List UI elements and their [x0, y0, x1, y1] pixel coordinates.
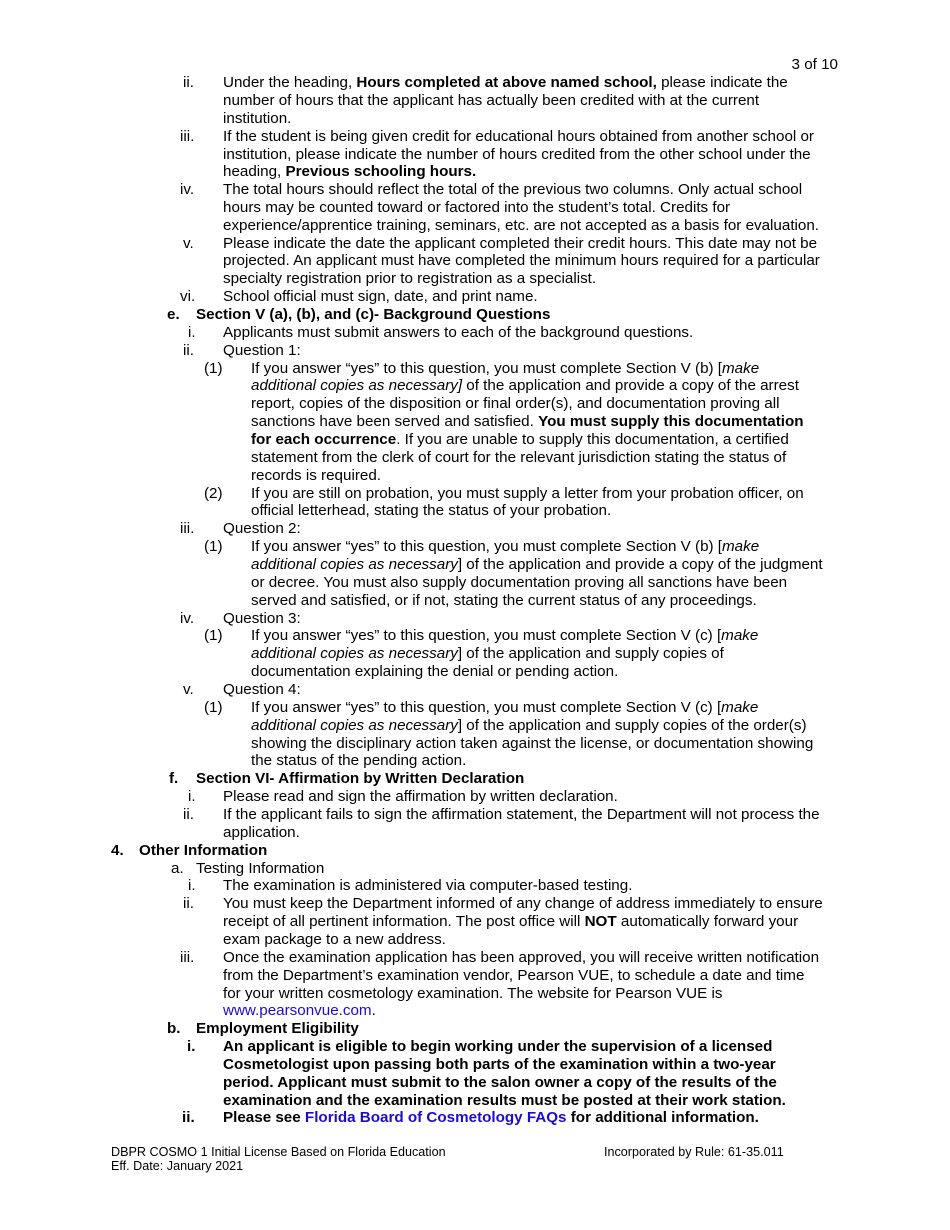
- list-item-text: application.: [223, 824, 300, 841]
- list-item-text: institution, please indicate the number of hours credited from the other school under the: [223, 146, 811, 163]
- list-item-text: The total hours should reflect the total of the previous two columns. Only actual school: [223, 181, 803, 198]
- section-letter: b.: [167, 1020, 181, 1037]
- list-item-numeral: ii.: [183, 806, 194, 823]
- section-number: 4.: [111, 842, 124, 859]
- sub-item-text: If you answer “yes” to this question, you must complete Section V (c) [make: [251, 627, 759, 644]
- list-item-text: specialty registration prior to registration as a specialist.: [223, 270, 597, 287]
- list-item-text: projected. An applicant must have completed the minimum hours required for a particular: [223, 252, 820, 269]
- section-heading: Employment Eligibility: [196, 1020, 359, 1037]
- sub-item-text: showing the disciplinary action taken against the license, or documentation showing: [251, 735, 814, 752]
- list-item-text: An applicant is eligible to begin working under the supervision of a licensed: [223, 1038, 773, 1055]
- list-item-numeral: ii.: [183, 895, 194, 912]
- list-item-numeral: vi.: [180, 288, 196, 305]
- list-item-numeral: iii.: [180, 520, 195, 537]
- list-item-text: If the applicant fails to sign the affirmation statement, the Department will not process the: [223, 806, 820, 823]
- list-item-numeral: ii.: [183, 342, 194, 359]
- list-item-text: The examination is administered via computer-based testing.: [223, 877, 633, 894]
- sub-item-text: If you are still on probation, you must supply a letter from your probation officer, on: [251, 485, 804, 502]
- list-item-text: School official must sign, date, and print name.: [223, 288, 538, 305]
- list-item-text: Please see Florida Board of Cosmetology FAQs for additional information.: [223, 1109, 759, 1126]
- list-item-text: for your written cosmetology examination. The website for Pearson VUE is: [223, 985, 723, 1002]
- sub-item-text: additional copies as necessary] of the application and supply copies of the order(s): [251, 717, 807, 734]
- section-heading: Other Information: [139, 842, 268, 859]
- sub-item-number: (2): [204, 485, 223, 502]
- list-item-text: examination and the examination results must be posted at their work station.: [223, 1092, 786, 1109]
- list-item-numeral: i.: [188, 788, 196, 805]
- sub-item-text: additional copies as necessary] of the application and provide a copy of the arrest: [251, 377, 799, 394]
- list-item-text: www.pearsonvue.com.: [223, 1002, 376, 1019]
- sub-item-text: If you answer “yes” to this question, you must complete Section V (b) [make: [251, 360, 760, 377]
- sub-item-number: (1): [204, 360, 223, 377]
- section-letter: e.: [167, 306, 180, 323]
- sub-item-text: report, copies of the disposition or final order(s), and documentation proving all: [251, 395, 780, 412]
- list-item-text: Under the heading, Hours completed at above named school, please indicate the: [223, 74, 788, 91]
- list-item-text: Question 1:: [223, 342, 301, 359]
- page-number: 3 of 10: [791, 56, 838, 73]
- list-item-text: If the student is being given credit for educational hours obtained from another school or: [223, 128, 814, 145]
- sub-item-text: documentation explaining the denial or pending action.: [251, 663, 619, 680]
- list-item-text: Question 3:: [223, 610, 301, 627]
- list-item-text: hours may be counted toward or factored into the student’s total. Credits for: [223, 199, 731, 216]
- list-item-numeral: i.: [187, 1038, 196, 1055]
- sub-item-text: for each occurrence. If you are unable to supply this documentation, a certified: [251, 431, 789, 448]
- list-item-numeral: v.: [183, 681, 194, 698]
- sub-item-text: If you answer “yes” to this question, you must complete Section V (b) [make: [251, 538, 760, 555]
- sub-item-text: If you answer “yes” to this question, you must complete Section V (c) [make: [251, 699, 759, 716]
- footer-eff-date: Eff. Date: January 2021: [111, 1159, 244, 1173]
- list-item-text: experience/apprentice training, seminars, etc. are not accepted as a basis for evaluation.: [223, 217, 820, 234]
- list-item-numeral: iv.: [180, 610, 195, 627]
- pearsonvue-link[interactable]: www.pearsonvue.com: [223, 1002, 372, 1019]
- list-item-numeral: iv.: [180, 181, 195, 198]
- section-heading: Section VI- Affirmation by Written Declaration: [196, 770, 525, 787]
- cosmetology-faq-link[interactable]: Florida Board of Cosmetology FAQs: [304, 1109, 567, 1126]
- sub-item-text: additional copies as necessary] of the application and supply copies of: [251, 645, 724, 662]
- sub-item-text: additional copies as necessary] of the application and provide a copy of the judgment: [251, 556, 823, 573]
- list-item-numeral: i.: [188, 324, 196, 341]
- footer-form-name: DBPR COSMO 1 Initial License Based on Florida Education: [111, 1145, 446, 1159]
- sub-item-number: (1): [204, 627, 223, 644]
- sub-item-text: the status of the pending action.: [251, 752, 467, 769]
- sub-item-number: (1): [204, 699, 223, 716]
- list-item-text: receipt of all pertinent information. The post office will NOT automatically forward your: [223, 913, 799, 930]
- sub-item-number: (1): [204, 538, 223, 555]
- list-item-text: number of hours that the applicant has actually been credited with at the current: [223, 92, 760, 109]
- list-item-numeral: ii.: [182, 1109, 195, 1126]
- list-item-text: Please indicate the date the applicant completed their credit hours. This date may not be: [223, 235, 818, 252]
- list-item-text: Cosmetologist upon passing both parts of the examination within a two-year: [223, 1056, 776, 1073]
- list-item-text: Applicants must submit answers to each of the background questions.: [223, 324, 694, 341]
- list-item-text: Please read and sign the affirmation by written declaration.: [223, 788, 618, 805]
- list-item-text: heading, Previous schooling hours.: [223, 163, 477, 180]
- list-item-text: You must keep the Department informed of any change of address immediately to ensure: [223, 895, 823, 912]
- list-item-numeral: i.: [188, 877, 196, 894]
- list-item-numeral: iii.: [180, 949, 195, 966]
- list-item-numeral: iii.: [180, 128, 195, 145]
- list-item-text: institution.: [223, 110, 292, 127]
- sub-item-text: records is required.: [251, 467, 381, 484]
- subsection-letter: a.: [171, 860, 184, 877]
- list-item-text: Question 2:: [223, 520, 301, 537]
- list-item-text: from the Department’s examination vendor, Pearson VUE, to schedule a date and time: [223, 967, 805, 984]
- list-item-numeral: ii.: [183, 74, 194, 91]
- list-item-numeral: v.: [183, 235, 194, 252]
- sub-item-text: official letterhead, stating the status of your probation.: [251, 502, 612, 519]
- list-item-text: Once the examination application has been approved, you will receive written notification: [223, 949, 820, 966]
- subsection-heading: Testing Information: [196, 860, 325, 877]
- sub-item-text: or decree. You must also supply documentation proving all sanctions have been: [251, 574, 788, 591]
- sub-item-text: statement from the clerk of court for the relevant jurisdiction stating the status of: [251, 449, 787, 466]
- section-letter: f.: [169, 770, 179, 787]
- list-item-text: Question 4:: [223, 681, 301, 698]
- list-item-text: exam package to a new address.: [223, 931, 446, 948]
- footer-rule: Incorporated by Rule: 61-35.011: [604, 1145, 784, 1159]
- section-heading: Section V (a), (b), and (c)- Background Questions: [196, 306, 551, 323]
- sub-item-text: served and satisfied, or if not, stating the current status of any proceedings.: [251, 592, 757, 609]
- sub-item-text: sanctions have been served and satisfied. You must supply this documentation: [251, 413, 804, 430]
- list-item-text: period. Applicant must submit to the salon owner a copy of the results of the: [223, 1074, 777, 1091]
